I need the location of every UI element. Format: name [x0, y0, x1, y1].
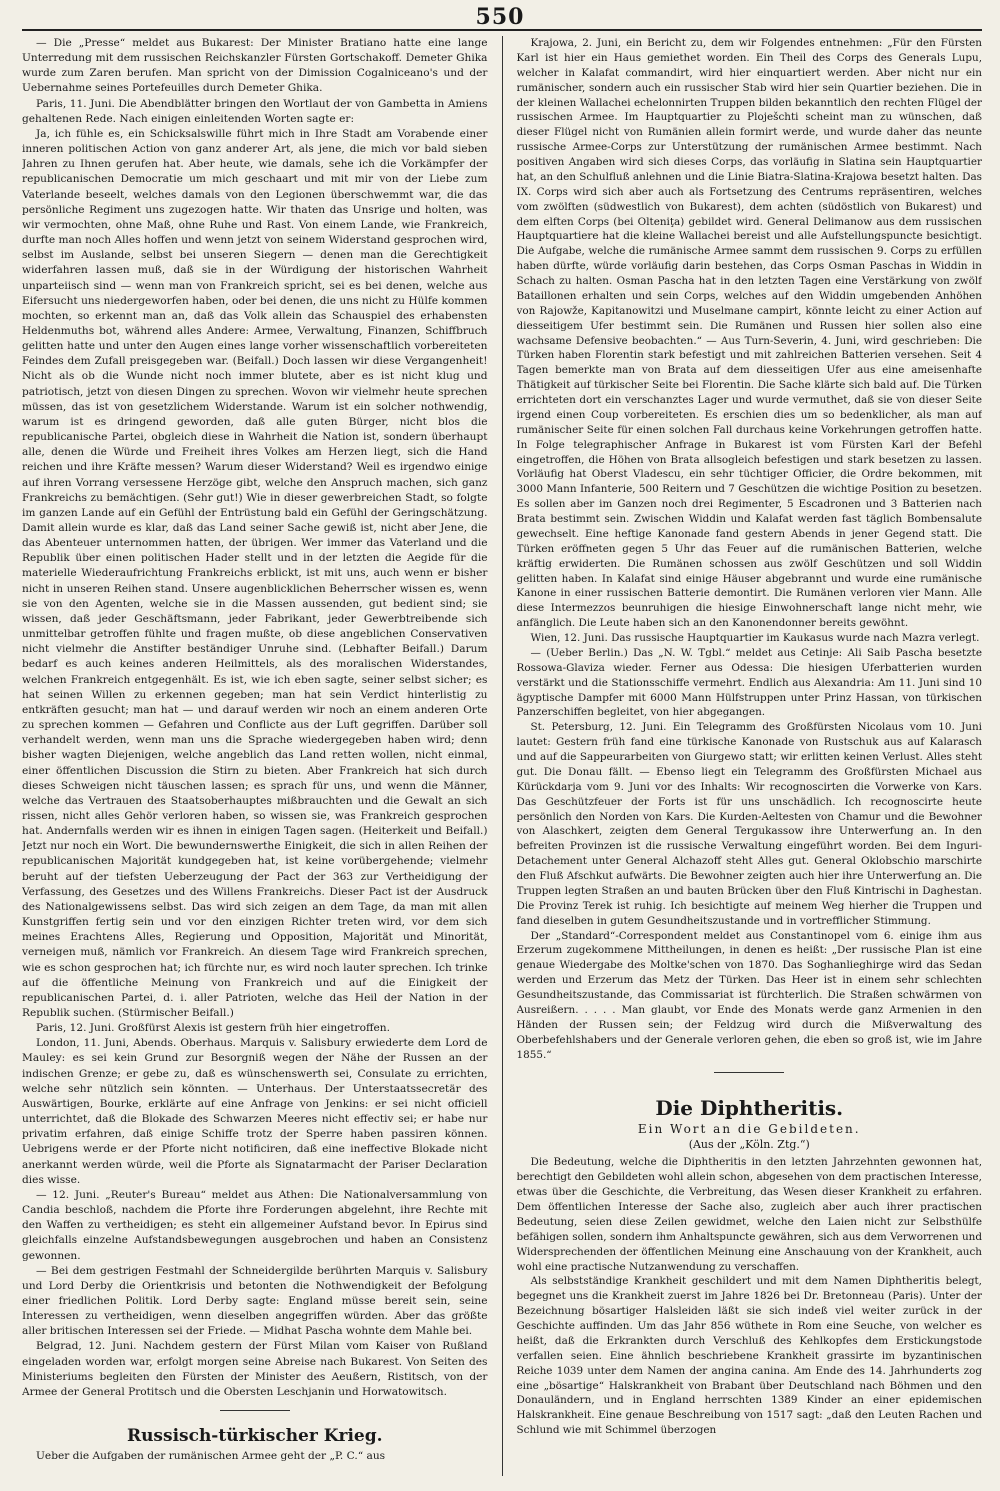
article-paragraph: Paris, 11. Juni. Die Abendblätter bringen den Wortlaut der von Gambetta in Amiens gehaltenen Rede. Nach einigen einleitenden Worten sagte er: — [22, 97, 488, 125]
section-intro: Ueber die Aufgaben der rumänischen Armee geht der „P. C.“ aus — [36, 1450, 386, 1463]
article-paragraph: — Bei dem gestrigen Festmahl der Schneidergilde berührten Marquis v. Salisbury und Lord Derby die Orientkrisis und betonten die Nothwendigkeit der Befolgung einer friedlichen Politik. Lord Derby sagte: England müsse bereit sein, seine Interessen zu vertheidigen, wenn dieselben angegriffen würden. Aber das größte aller britischen Interessen sei der Friede. — Midhat Pascha wohnte dem Mahle bei. — [22, 1264, 488, 1338]
section-divider — [714, 1072, 784, 1073]
article-paragraph: Ja, ich fühle es, ein Schicksalswille führt mich in Ihre Stadt am Vorabende einer inneren politischen Action von ganz anderer Art, als jene, die mich vor bald sieben Jahren zu Ihnen gerufen hat. Aber heute, wie damals, sehe ich die Vorkämpfer der republicanischen Democratie um mich geschaart und mit mir von der Liebe zum Vaterlande beseelt, welches damals von den Legionen überschwemmt war, die das persönliche Regiment uns zugezogen hatte. Wir thaten das Unsrige und holten, was wir vermochten, ohne Maß, ohne Ruhe und Rast. Von einem Lande, wie Frankreich, durfte man noch Alles hoffen und wenn jetzt von seinem Widerstand gesprochen wird, selbst im Auslande, selbst bei unseren Siegern — denen man die Gerechtigkeit widerfahren lassen muß, daß sie in der Würdigung der historischen Wahrheit unparteiisch sind — wenn man von Frankreich spricht, sei es bei denen, welche aus Eifersucht uns niedergeworfen haben, oder bei denen, die uns nicht zu Hülfe kommen mochten, so erkennt man an, daß das Volk allein das Schauspiel des erhabensten Heldenmuths bot, während alles Andere: Armee, Verwaltung, Finanzen, Schiffbruch gelitten hatte und unter den Augen eines lange vorher wissenschaftlich vorbereiteten Feindes dem Zufall preisgegeben war. (Beifall.) Doch lassen wir diese Vergangenheit! Nicht als ob die Wunde nicht noch immer blutete, aber es ist nicht klug und patriotisch, jetzt von diesen Dingen zu sprechen. Wovon wir vielmehr heute sprechen müssen, das ist von gesetzlichem Widerstande. Warum ist ein solcher nothwendig, warum ist es dringend geworden, daß alle guten Bürger, nicht blos die republicanische Partei, obgleich diese in Wahrheit die Nation ist, sondern überhaupt alle, denen die Würde und Freiheit ihres Volkes am Herzen liegt, sich die Hand reichen und ihre Kräfte messen? Warum dieser Widerstand? Weil es irgendwo einige auf ihren Vorrang versessene Herzöge gibt, welche den Anspruch machen, sich ganz Frankreichs zu bemächtigen. (Sehr gut!) Wie in dieser gewerbreichen Stadt, so folgte im ganzen Lande auf ein Gefühl der Entrüstung bald ein Gefühl der Geringschätzung. Damit allein wurde es klar, daß das Land seiner Sache gewiß ist, nicht aber Jene, die das Abenteuer unternommen hatten, der übrigen. Wer immer das Vaterland und die Republik über einen politischen Hader stellt und in der letzten die Aegide für die materielle Wiederaufrichtung Frankreichs erblickt, ist mit uns, auch wenn er bisher nicht in unseren Reihen stand. Unsere augenblicklichen Beherrscher wissen es, wenn sie von den Agenten, welche sie in die Massen aussenden, gut bedient sind; sie wissen, daß jeder Geschäftsmann, jeder Fabrikant, jeder Gewerbtreibende sich unmittelbar getroffen fühlte und fragen mußte, ob diese angeblichen Conservativen nicht vielmehr die Anstifter beständiger Unruhe sind. (Lebhafter Beifall.) Darum bedarf es auch keines anderen Heilmittels, als des moralischen Widerstandes, welchen Frankreich entgegenhält. Es ist, wie ich eben sagte, seiner selbst sicher; es hat seinen Willen zu erkennen gegeben; man hat sein Verdict hinterlistig zu entkräften gesucht; man hat — und darauf werden wir noch an einem anderen Orte zu sprechen kommen — Gefahren und Conflicte aus der Luft gegriffen. Darüber soll verhandelt werden, wenn man uns die Sprache wiedergegeben haben wird; denn bisher wagten Diejenigen, welche angeblich das Land retten wollen, nicht einmal, einer öffentlichen Discussion die Stirn zu bieten. Aber Frankreich hat sich durch dieses Schweigen nicht täuschen lassen; es sprach für uns, und wenn die Männer, welche das Vertrauen des Staatsoberhauptes mißbrauchten und die Gewalt an sich rissen, nicht alles Gehör verloren haben, so wissen sie, was Frankreich gesprochen hat. Andernfalls werden wir es ihnen in einigen Tagen sagen. (Heiterkeit und Beifall.) Jetzt nur noch ein Wort. Die bewundernswerthe Einigkeit, die sich in allen Reihen der republicanischen Majorität kundgegeben hat, ist keine vorübergehende; vielmehr beruht auf der tiefsten Ueberzeugung der Pact der 363 zur Vertheidigung der Verfassung, des Gesetzes und des Willens Frankreichs. Dieser Pact ist der Ausdruck des Nationalgewissens selbst. Das wird sich zeigen an dem Tage, da man mit allen Kunstgriffen fertig sein und vor den einzigen Richter treten wird, vor dem sich meines Erachtens Alles, Regierung und Opposition, Majorität und Minorität, verneigen muß, nämlich vor Frankreich. An diesem Tage wird Frankreich sprechen, wie es schon gesprochen hat; ich fürchte nur, es wird noch lauter sprechen. Ich trinke auf die öffentliche Meinung von Frankreich und auf die Einigkeit der republicanischen Partei, d. i. aller Patrioten, welche das Heil der Nation in der Republik suchen. (Stürmischer Beifall.) — [22, 127, 488, 1019]
column-divider — [502, 36, 503, 1476]
left-column — [22, 36, 488, 1476]
article-paragraph: Wien, 12. Juni. Das russische Hauptquartier im Kaukasus wurde nach Mazra verlegt. — [530, 632, 980, 644]
section-heading: Russisch-türkischer Krieg. — [126, 1426, 383, 1447]
feature-paragraph: Die Bedeutung, welche die Diphtheritis in den letzten Jahrzehnten gewonnen hat, berechtigt den Gebildeten wohl allein schon, abgesehen von dem practischen Interesse, etwas über die Geschichte, die Verbreitung, das Wesen dieser Krankheit zu erfahren. Dem öffentlichen Interesse der Sache also, zugleich aber auch ihrer practischen Bedeutung, seien diese Zeilen gewidmet, welche den Laien nicht zur Selbsthülfe befähigen sollen, sondern ihm Anhaltspuncte gewähren, sich aus dem Verworrenen und Widersprechenden der öffentlichen Meinung eine Anschauung von der Krankheit, auch wohl eine practische Nutzanwendung zu verschaffen. — [516, 1156, 982, 1273]
feature-title: Die Diphtheritis. — [655, 1096, 844, 1121]
feature-subtitle: Ein Wort an die Gebildeten. — [637, 1122, 861, 1137]
article-paragraph: London, 11. Juni, Abends. Oberhaus. Marquis v. Salisbury erwiederte dem Lord de Mauley: es sei kein Grund zur Besorgniß wegen der Nähe der Russen an der indischen Grenze; er gebe zu, daß es wünschenswerth sei, Consulate zu errichten, welche sehr nützlich sein könnten. — Unterhaus. Der Unterstaatssecretär des Auswärtigen, Bourke, erklärte auf eine Anfrage von Jenkins: er sei nicht officiell unterrichtet, daß die Blokade des Schwarzen Meeres nicht effectiv sei; er habe nur privatim erfahren, daß einige Schiffe trotz der Sperre haben passiren können. Uebrigens werde er der Pforte nicht notificiren, daß eine ineffective Blokade nicht anerkannt werden würde, weil die Pforte als Signatarmacht der Pariser Declaration dies wisse. — [22, 1037, 488, 1186]
section-divider — [220, 1410, 290, 1411]
article-paragraph: — (Ueber Berlin.) Das „N. W. Tgbl.“ meldet aus Cetinje: Ali Saib Pascha besetzte Rossowa-Glaviza wieder. Ferner aus Odessa: Die hiesigen Uferbatterien wurden verstärkt und die Stationsschiffe vermehrt. Endlich aus Alexandria: Am 11. Juni sind 10 ägyptische Dampfer mit 6000 Mann Hülfstruppen unter Prinz Hassan, von türkischen Panzerschiffen begleitet, von hier abgegangen. — [516, 646, 982, 719]
article-paragraph: Krajowa, 2. Juni, ein Bericht zu, dem wir Folgendes entnehmen: „Für den Fürsten Karl ist hier ein Haus gemiethet worden. Ein Theil des Corps des Generals Lupu, welcher in Kalafat commandirt, wird hier einquartiert werden. Aber nicht nur ein rumänischer, sondern auch ein russischer Stab wird hier sein Quartier beziehen. Die in der kleinen Wallachei echelonnirten Truppen bilden bekanntlich den rechten Flügel der russischen Armee. Im Hauptquartier zu Ploješchti scheint man zu wünschen, daß dieser Flügel nicht von Rumänien allein formirt werde, und wurde daher das neunte russische Armee-Corps zur Unterstützung der rumänischen Armee bestimmt. Nach positiven Angaben wird sich dieses Corps, das vorläufig in Slatina sein Hauptquartier hat, an den Schulfluß anlehnen und die Linie Biatra-Slatina-Krajowa besetzt halten. Das IX. Corps wird sich aber auch als Fortsetzung des Centrums repräsentiren, welches vom zwölften (südwestlich von Bukarest), dem achten (südöstlich von Bukarest) und dem elften Corps (bei Olteniţa) gebildet wird. General Delimanow aus dem russischen Hauptquartiere hat die kleine Wallachei bereist und alle Aufstellungspuncte besichtigt. Die Aufgabe, welche die rumänische Armee sammt dem russischen 9. Corps zu erfüllen haben dürfte, würde vorläufig darin bestehen, das Corps Osman Paschas in Widdin in Schach zu halten. Osman Pascha hat in den letzten Tagen eine Verstärkung von zwölf Bataillonen erhalten und sein Corps, welches auf den Widdin umgebenden Anhöhen von Rajowže, Kapitanowitzi und Muselmane campirt, könnte leicht zu einer Action auf diesseitigem Ufer bestimmt sein. Die Rumänen und Russen hier sollen also eine wachsame Defensive beobachten.“ — Aus Turn-Severin, 4. Juni, wird geschrieben: Die Türken haben Florentin stark befestigt und mit zahlreichen Batterien versehen. Seit 4 Tagen bemerkte man von Brata auf dem diesseitigen Ufer aus eine ameisenhafte Thätigkeit auf türkischer Seite bei Florentin. Die Sache klärte sich bald auf. Die Türken errichteten dort ein verschanztes Lager und wurde vermuthet, daß sie von dieser Seite irgend einen Coup vorbereiteten. Es erschien dies um so bedenklicher, als man auf rumänischer Seite für einen solchen Fall durchaus keine Vorkehrungen getroffen hatte. In Folge telegraphischer Anfrage in Bukarest ist vom Fürsten Karl der Befehl eingetroffen, die Höhen von Brata allsogleich befestigen und stark besetzen zu lassen. Vorläufig hat Oberst Vladescu, ein sehr tüchtiger Officier, die Ordre bekommen, mit 3000 Mann Infanterie, 500 Reitern und 7 Geschützen die wichtige Position zu besetzen. Es sollen aber im Ganzen noch drei Regimenter, 5 Escadronen und 3 Batterien nach Brata bestimmt sein. Zwischen Widdin und Kalafat werden fast täglich Bombensalute gewechselt. Eine heftige Kanonade fand gestern Abends in jener Gegend statt. Die Türken eröffneten gegen 5 Uhr das Feuer auf die rumänischen Batterien, welche kräftig erwiderten. Die Rumänen schossen aus zwölf Geschützen und soll Widdin gelitten haben. In Kalafat sind einige Häuser abgebrannt und wurde eine rumänische Kanone in einer russischen Batterie demontirt. Die Rumänen verloren vier Mann. Alle diese Intermezzos beunruhigen die hiesige Einwohnerschaft lange nicht mehr, wie anfänglich. Die Leute haben sich an den Kanonendonner bereits gewöhnt. — [516, 37, 982, 630]
article-paragraph: Paris, 12. Juni. Großfürst Alexis ist gestern früh hier eingetroffen. — [36, 1022, 390, 1035]
feature-paragraph: Als selbstständige Krankheit geschildert und mit dem Namen Diphtheritis belegt, begegnet uns die Krankheit zuerst im Jahre 1826 bei Dr. Bretonneau (Paris). Unter der Bezeichnung bösartiger Halsleiden läßt sie sich indeß viel weiter zurück in der Geschichte auffinden. Um das Jahr 856 wüthete in Rom eine Seuche, von welcher es heißt, daß die Erkrankten durch Verschluß des Kehlkopfes dem Erstickungstode verfallen seien. Eine ähnlich beschriebene Krankheit grassirte im byzantinischen Reiche 1039 unter dem Namen der angina canina. Am Ende des 14. Jahrhunderts zog eine „bösartige“ Halskrankheit von Brabant über Deutschland nach Böhmen und den Donauländern, und in England herrschten 1389 Kinder an einer epidemischen Halskrankheit. Eine genaue Beschreibung von 1517 sagt: „daß den Leuten Rachen und Schlund wie mit Schimmel überzogen — [516, 1275, 982, 1437]
article-paragraph: St. Petersburg, 12. Juni. Ein Telegramm des Großfürsten Nicolaus vom 10. Juni lautet: Gestern früh fand eine türkische Kanonade von Rustschuk aus auf Kalarasch und auf die Sappeurarbeiten von Giurgewo statt; wir erlitten keinen Verlust. Alles steht gut. Die Donau fällt. — Ebenso liegt ein Telegramm des Großfürsten Michael aus Kürückdarja vom 9. Juni vor des Inhalts: Wir recognoscirten die Vorwerke von Kars. Das Geschützfeuer der Forts ist für uns unschädlich. Ich recognoscirte heute persönlich den Norden von Kars. Die Kurden-Aeltesten von Chamur und die Bewohner von Alaschkert, zeigten dem General Tergukassow ihre Unterwerfung an. In den befreiten Provinzen ist die russische Verwaltung eingeführt worden. Bei dem Inguri-Detachement unter General Alchazoff steht Alles gut. General Oklobschio marschirte den Fluß Afschkut aufwärts. Die Bewohner zeigten auch hier ihre Unterwerfung an. Die Truppen legten Straßen an und bauten Brücken über den Fluß Kintrischi in Daghestan. Die Provinz Terek ist ruhig. Ich besichtigte auf meinem Weg hierher die Truppen und fand dieselben in gutem Gesundheitszustande und in vortrefflicher Stimmung. — [516, 721, 982, 927]
header-rule — [22, 29, 982, 31]
article-paragraph: — Die „Presse“ meldet aus Bukarest: Der Minister Bratiano hatte eine lange Unterredung mit dem russischen Reichskanzler Fürsten Gortschakoff. Demeter Ghika wurde zum Zaren berufen. Man spricht von der Dimission Cogalniceano's und der Uebernahme seines Portefeuilles durch Demeter Ghika. — [22, 37, 488, 95]
right-column — [517, 36, 983, 1476]
column-container — [22, 36, 982, 1476]
article-paragraph: Belgrad, 12. Juni. Nachdem gestern der Fürst Milan vom Kaiser von Rußland eingeladen worden war, erfolgt morgen seine Abreise nach Bukarest. Von Seiten des Ministeriums begleiten den Fürsten der Minister des Aeußern, Ristitsch, von der Armee der General Protitsch und die Obersten Leschjanin und Horwatowitsch. — [22, 1340, 488, 1398]
article-paragraph: — 12. Juni. „Reuter's Bureau“ meldet aus Athen: Die Nationalversammlung von Candia beschloß, nachdem die Pforte ihre Forderungen abgelehnt, ihre Rechte mit den Waffen zu vertheidigen; es steht ein allgemeiner Aufstand bevor. In Epirus sind gleichfalls einzelne Aufstandsbewegungen ausgebrochen und haben an Consistenz gewonnen. — [22, 1188, 488, 1262]
article-paragraph: Der „Standard“-Correspondent meldet aus Constantinopel vom 6. einige ihm aus Erzerum zugekommene Mittheilungen, in denen es heißt: „Der russische Plan ist eine genaue Wiedergabe des Moltke'schen von 1870. Das Soghanlieghirge wird das Sedan werden und Erzerum das Metz der Türken. Das Heer ist in einem sehr schlechten Gesundheitszustande, das Commissariat ist fürchterlich. Die Straßen schwärmen von Ausreißern. . . . . Man glaubt, vor Ende des Monats werde ganz Armenien in den Händen der Russen sein; der Feldzug wird durch die Mißverwaltung des Oberbefehlshabers und der Generale verloren gehen, die eben so groß ist, wie im Jahre 1855.“ — [516, 929, 982, 1061]
feature-source: (Aus der „Köln. Ztg.“) — [688, 1138, 810, 1152]
page-number: 550 — [475, 4, 525, 30]
